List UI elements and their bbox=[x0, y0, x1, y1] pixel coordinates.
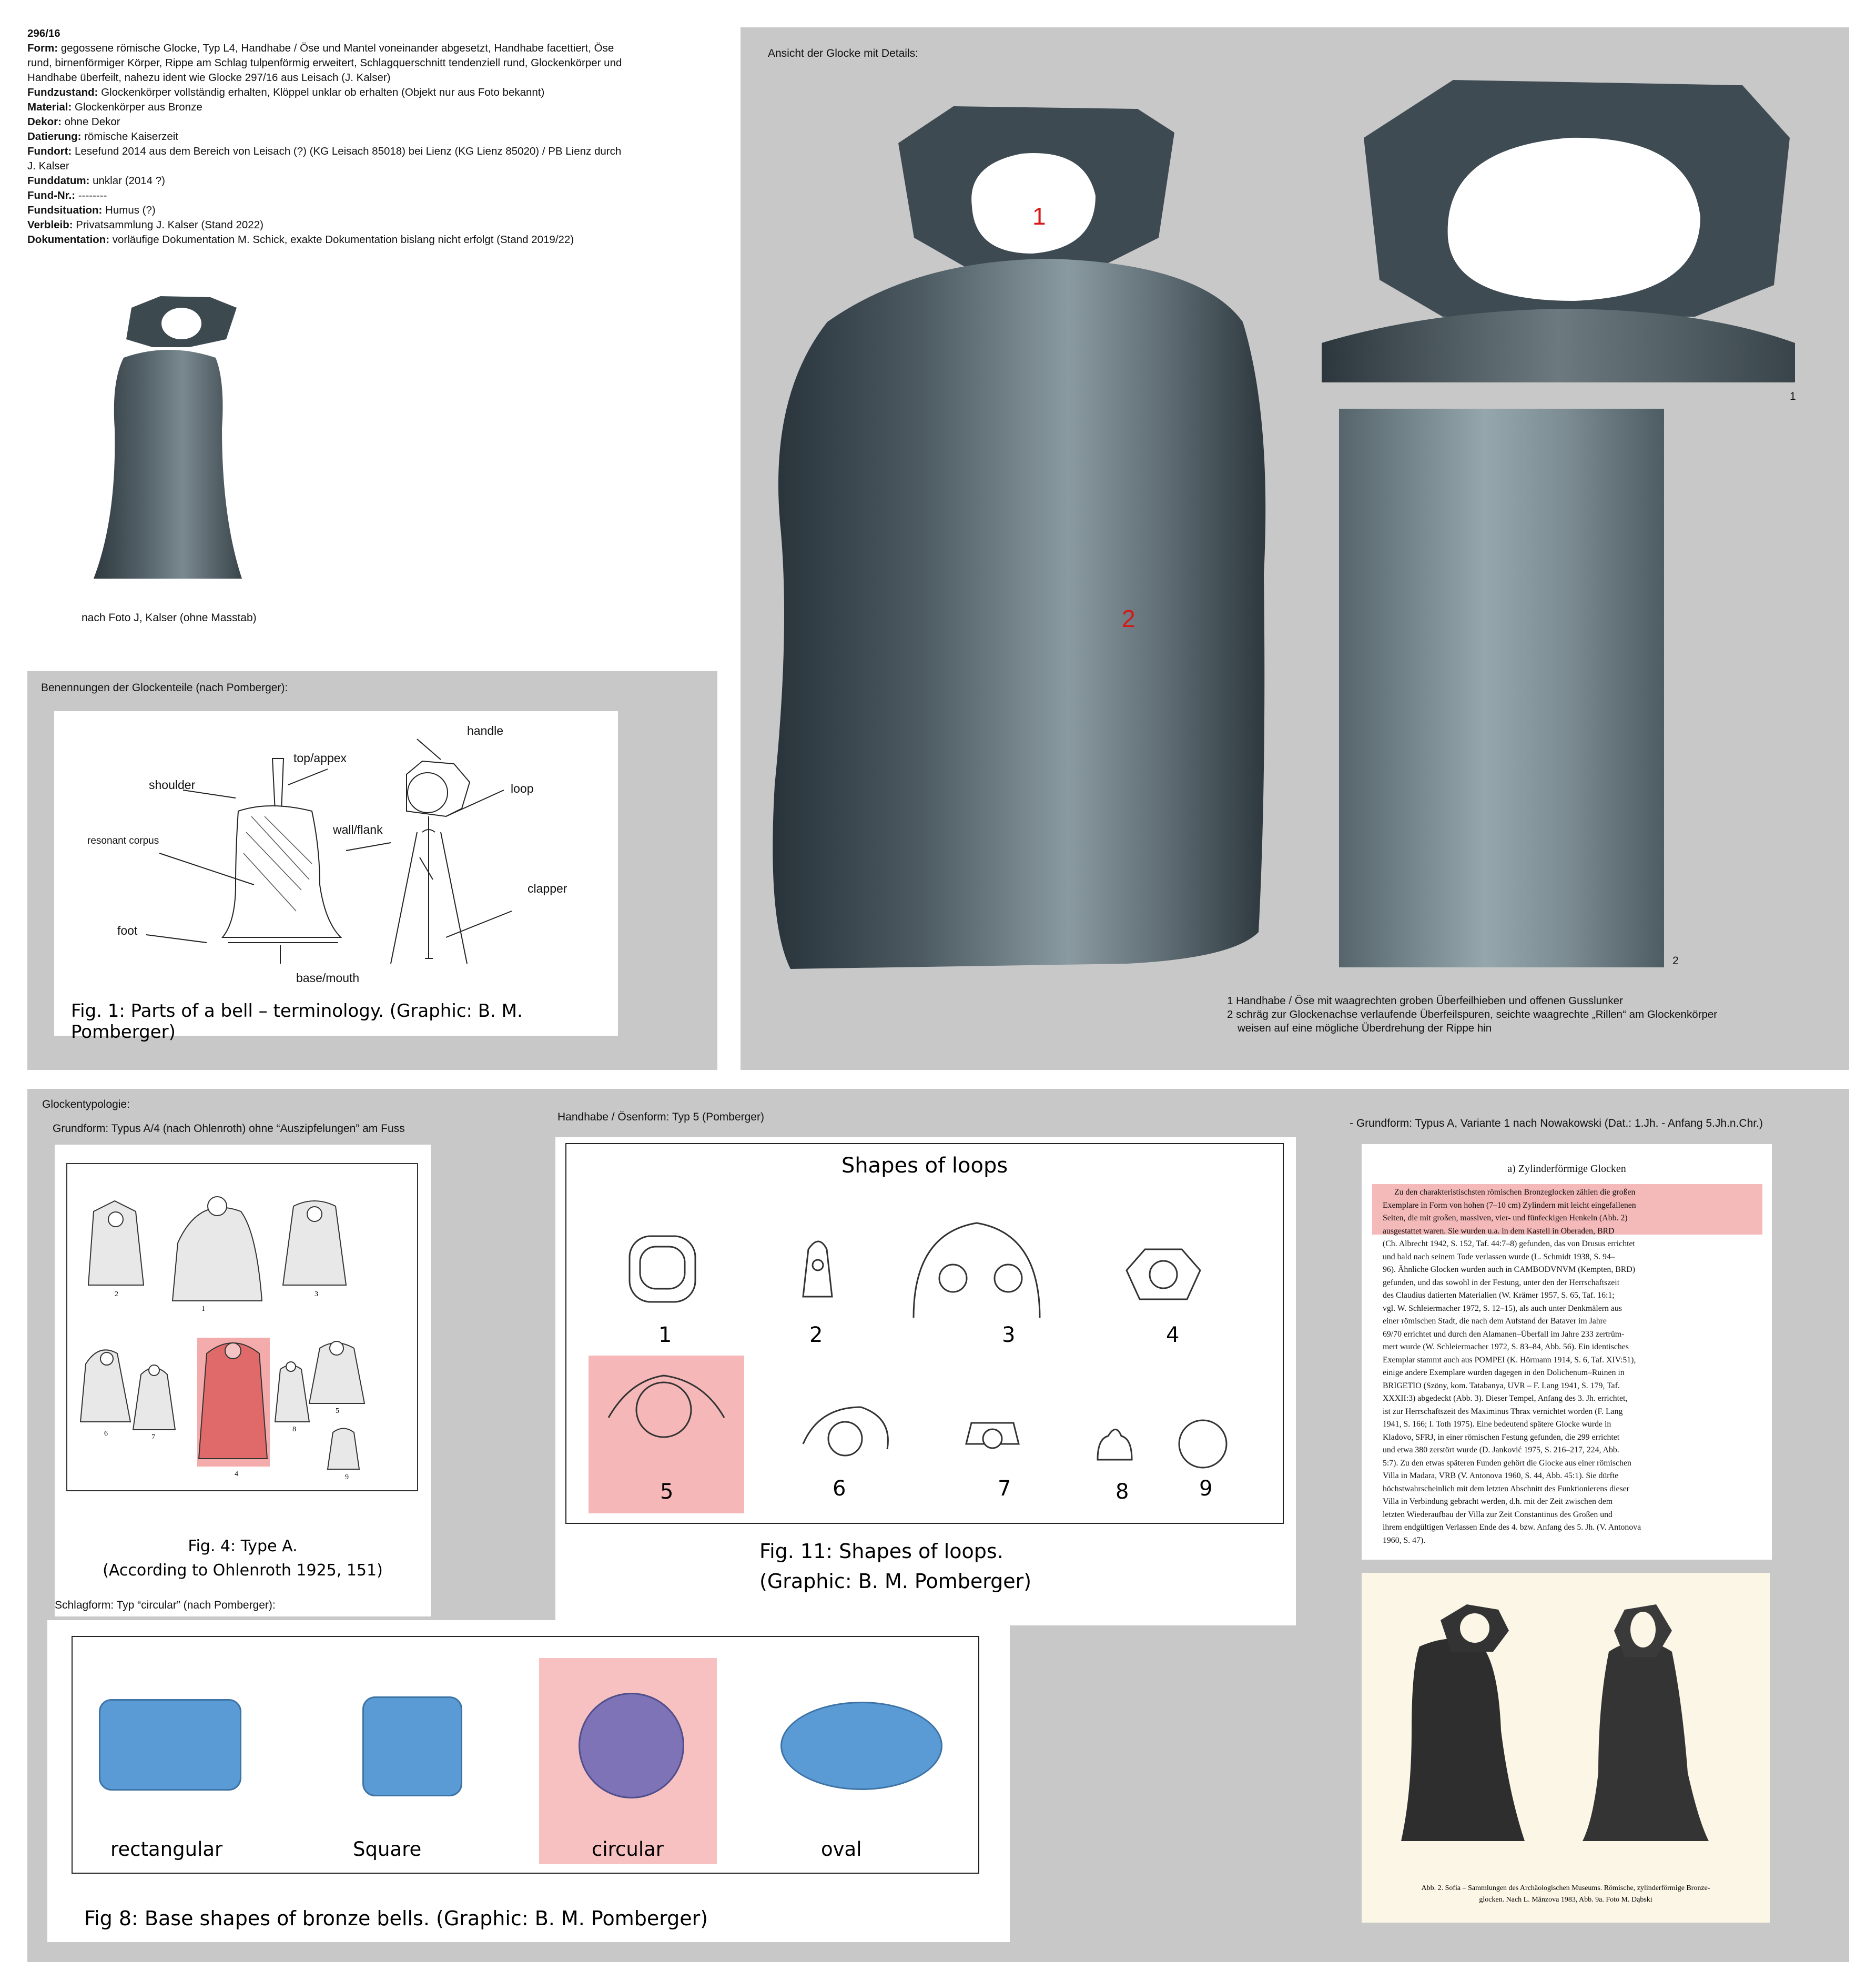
header-field-line bbox=[27, 129, 727, 144]
header-field-value: ohne Dekor bbox=[61, 116, 120, 128]
detail-num-1: 1 bbox=[1790, 390, 1796, 402]
label-handle: handle bbox=[467, 724, 504, 737]
fig4-number: 4 bbox=[235, 1470, 238, 1478]
fig4-caption-2: (According to Ohlenroth 1925, 151) bbox=[103, 1561, 383, 1580]
label-square: Square bbox=[353, 1838, 422, 1861]
fig4-number: 9 bbox=[345, 1473, 349, 1481]
book-line: 69/70 errichtet und durch den Alamanen–Überfall im Jahre 233 zertrüm- bbox=[1383, 1329, 1625, 1339]
book-line: höchstwahrscheinlich mit dem letzten Abschnitt des Funktionierens dieser bbox=[1383, 1484, 1629, 1493]
book-line: ist zur Herrschaftszeit des Maximinus Thrax vernichtet worden (F. Lang bbox=[1383, 1407, 1623, 1416]
shape-rectangular bbox=[99, 1699, 241, 1791]
header-field-value: unklar (2014 ?) bbox=[89, 175, 166, 187]
header-field-value: römische Kaiserzeit bbox=[81, 130, 179, 143]
label-circular: circular bbox=[592, 1838, 664, 1861]
header-field-label: Form: bbox=[27, 42, 58, 54]
header-field-line bbox=[27, 100, 727, 115]
header-field-label: Fundsituation: bbox=[27, 204, 103, 216]
loop-number-1: 1 bbox=[658, 1323, 672, 1347]
book-line: gefunden, und das sowohl in der Festung, unter den der Herrschaftszeit bbox=[1383, 1278, 1620, 1287]
header-field-line bbox=[27, 70, 727, 85]
detail-note-1: 1 Handhabe / Öse mit waagrechten groben Überfeilhieben und offenen Gusslunker bbox=[1227, 995, 1623, 1007]
header-field-label: Verbleib: bbox=[27, 219, 73, 231]
book-line: XXXII:3) abgedeckt (Abb. 3). Dieser Tempel, Anfang des 3. Jh. errichtet, bbox=[1383, 1394, 1628, 1403]
header-field-value: Handhabe überfeilt, nahezu ident wie Glocke 297/16 aus Leisach (J. Kalser) bbox=[27, 72, 391, 84]
loop-number-7: 7 bbox=[998, 1477, 1011, 1501]
bell-photo-small bbox=[84, 292, 247, 597]
header-field-line bbox=[27, 174, 727, 188]
loop-number-5: 5 bbox=[660, 1480, 674, 1504]
label-wall: wall/flank bbox=[333, 823, 383, 836]
book-line: 1960, S. 47). bbox=[1383, 1535, 1426, 1545]
loop-number-6: 6 bbox=[833, 1477, 846, 1501]
book-line: 1941, S. 166; I. Toth 1975). Eine bedeutend spätere Glocke wurde in bbox=[1383, 1420, 1611, 1429]
header-field-line bbox=[27, 233, 727, 247]
label-loop: loop bbox=[511, 782, 534, 795]
book-line: 96). Ähnliche Glocken wurden auch in CAMBODVNVM (Kempten, BRD) bbox=[1383, 1265, 1635, 1274]
detail-panel-title: Ansicht der Glocke mit Details: bbox=[768, 47, 918, 59]
fig4-number: 8 bbox=[292, 1426, 296, 1433]
book-line: BRIGETIO (Szöny, kom. Tatabanya, UVR – F. Lang 1941, S. 179, Taf. bbox=[1383, 1381, 1620, 1390]
loop-number-4: 4 bbox=[1166, 1323, 1180, 1347]
header-field-label: Fundort: bbox=[27, 145, 72, 157]
header-field-value: vorläufige Dokumentation M. Schick, exakte Dokumentation bislang nicht erfolgt (Stand 2019/22) bbox=[109, 234, 574, 246]
abb2-caption-1: Abb. 2. Sofia – Sammlungen des Archäologischen Museums. Römische, zylinderförmige Bronze- bbox=[1421, 1884, 1710, 1892]
header-field-value: Humus (?) bbox=[102, 204, 156, 216]
photo-caption: nach Foto J, Kalser (ohne Masstab) bbox=[82, 612, 257, 624]
fig4-number: 6 bbox=[104, 1430, 108, 1438]
fig4-number: 3 bbox=[315, 1290, 318, 1298]
fig4-number: 1 bbox=[201, 1305, 205, 1313]
fig8-caption: Fig 8: Base shapes of bronze bells. (Graphic: B. M. Pomberger) bbox=[84, 1907, 708, 1930]
nowakowski-title: - Grundform: Typus A, Variante 1 nach Nowakowski (Dat.: 1.Jh. - Anfang 5.Jh.n.Chr.) bbox=[1350, 1117, 1763, 1129]
book-line: Kladovo, SFRJ, in einer römischen Festung gefunden, die 299 errichtet bbox=[1383, 1432, 1620, 1442]
fig4-box bbox=[55, 1145, 431, 1616]
sofia-bells-photo bbox=[1362, 1573, 1770, 1867]
fig1-caption: Fig. 1: Parts of a bell – terminology. (Graphic: B. M. Pomberger) bbox=[71, 1000, 523, 1043]
fig11-caption-1: Fig. 11: Shapes of loops. bbox=[759, 1540, 1003, 1563]
header-field-line bbox=[27, 144, 727, 159]
label-top: top/appex bbox=[293, 751, 347, 765]
abb2-caption-2: glocken. Nach L. Mănzova 1983, Abb. 9a. Foto M. Dąbski bbox=[1479, 1896, 1652, 1904]
book-page bbox=[1362, 1144, 1772, 1560]
schlag-title: Schlagform: Typ “circular” (nach Pomberger): bbox=[55, 1599, 276, 1611]
fig4-number: 2 bbox=[115, 1290, 118, 1298]
header-field-label: Fund-Nr.: bbox=[27, 189, 76, 201]
header-field-value: Privatsammlung J. Kalser (Stand 2022) bbox=[73, 219, 263, 231]
book-line: Zu den charakteristischsten römischen Bronzeglocken zählen die großen bbox=[1394, 1188, 1636, 1197]
book-line: Villa in Madara, VRB (V. Antonova 1960, S. 44, Abb. 45:1). Sie dürfte bbox=[1383, 1471, 1619, 1480]
shape-square bbox=[362, 1696, 462, 1796]
fig4-drawing bbox=[66, 1163, 418, 1491]
book-line: einer römischen Stadt, die nach dem Aufstand der Bataver im Jahre bbox=[1383, 1317, 1607, 1326]
header-field-value: rund, birnenförmiger Körper, Rippe am Schlag tulpenförmig erweitert, Schlagquerschnitt tendenziell rund, Glockenkörper und bbox=[27, 57, 622, 69]
oesen-title: Handhabe / Ösenform: Typ 5 (Pomberger) bbox=[557, 1111, 764, 1123]
book-line: 5:7). Zu den etwas späteren Funden gehört die Glocke aus einer römischen bbox=[1383, 1458, 1631, 1468]
loop-number-3: 3 bbox=[1002, 1323, 1016, 1347]
fig8-frame bbox=[72, 1636, 979, 1874]
detail-notes bbox=[1227, 994, 1717, 1035]
fig11-frame bbox=[565, 1143, 1284, 1524]
marker-1: 1 bbox=[1032, 203, 1046, 230]
header-fields bbox=[27, 41, 727, 247]
detail-panel bbox=[741, 27, 1849, 1070]
fig8-box bbox=[47, 1620, 1010, 1942]
book-line: einige andere Exemplare wurden dagegen in den Dolichenum–Ruinen in bbox=[1383, 1368, 1625, 1377]
book-line: ausgestattet waren. Sie wurden u.a. in dem Kastell in Oberaden, BRD bbox=[1383, 1226, 1615, 1236]
label-corpus: resonant corpus bbox=[87, 835, 159, 846]
header-field-value: Glockenkörper vollständig erhalten, Klöppel unklar ob erhalten (Objekt nur aus Foto bekannt) bbox=[98, 86, 545, 98]
detail-note-3: weisen auf eine mögliche Überdrehung der Rippe hin bbox=[1238, 1022, 1492, 1034]
book-line: und etwa 380 zerstört wurde (D. Janković 1975, S. 216–217, 224, Abb. bbox=[1383, 1446, 1619, 1454]
label-shoulder: shoulder bbox=[149, 778, 196, 792]
header-field-line bbox=[27, 203, 727, 218]
book-heading: a) Zylinderförmige Glocken bbox=[1507, 1163, 1626, 1175]
shape-circular bbox=[579, 1693, 684, 1798]
label-clapper: clapper bbox=[528, 882, 567, 895]
loop-number-8: 8 bbox=[1116, 1480, 1129, 1504]
header-field-value: gegossene römische Glocke, Typ L4, Handhabe / Öse und Mantel voneinander abgesetzt, Handhabe facettiert, Öse bbox=[58, 42, 614, 54]
header-field-value: Glockenkörper aus Bronze bbox=[72, 101, 202, 113]
header-field-line bbox=[27, 188, 727, 203]
bell-parts-drawing bbox=[54, 711, 618, 1036]
book-line: vgl. W. Schleiermacher 1972, S. 12–15), als auch unter Denkmälern aus bbox=[1383, 1303, 1622, 1313]
fig4-number: 7 bbox=[151, 1433, 155, 1441]
header-field-value: Lesefund 2014 aus dem Bereich von Leisach (?) (KG Leisach 85018) bei Lienz (KG Lienz 85020) / PB Lienz durch bbox=[72, 145, 622, 157]
typology-title: Glockentypologie: bbox=[42, 1098, 130, 1110]
parts-panel bbox=[27, 671, 717, 1070]
header-block bbox=[27, 26, 727, 247]
header-field-line bbox=[27, 218, 727, 233]
header-field-line bbox=[27, 56, 727, 70]
detail-note-2: 2 schräg zur Glockenachse verlaufende Überfeilspuren, seichte waagrechte „Rillen“ am Glockenkörper bbox=[1227, 1008, 1718, 1020]
label-oval: oval bbox=[821, 1838, 862, 1861]
label-foot: foot bbox=[117, 924, 138, 937]
header-field-label: Material: bbox=[27, 101, 72, 113]
detail-num-2: 2 bbox=[1672, 955, 1679, 967]
detail-surface-photo bbox=[1339, 409, 1664, 967]
header-field-line bbox=[27, 41, 727, 56]
fig4-caption-1: Fig. 4: Type A. bbox=[188, 1537, 298, 1555]
header-field-label: Datierung: bbox=[27, 130, 82, 143]
marker-2: 2 bbox=[1122, 605, 1135, 632]
header-field-value: J. Kalser bbox=[27, 160, 69, 172]
book-line: Villa in Verbindung gebracht werden, d.h. mit der Zeit zwischen dem bbox=[1383, 1497, 1613, 1506]
typology-panel bbox=[27, 1089, 1849, 1962]
grundform-title: Grundform: Typus A/4 (nach Ohlenroth) ohne “Auszipfelungen” am Fuss bbox=[53, 1123, 405, 1135]
book-line: Seiten, die mit großen, massiven, vier- und fünfeckigen Henkeln (Abb. 2) bbox=[1383, 1214, 1628, 1222]
book-line: mert wurde (W. Schleiermacher 1972, S. 83–84, Abb. 56). Ein identisches bbox=[1383, 1342, 1629, 1351]
book-line: des Claudius datierten Materialien (W. Krämer 1957, S. 65, Taf. 16:1; bbox=[1383, 1291, 1615, 1300]
book-text bbox=[1383, 1186, 1761, 1547]
parts-figure bbox=[54, 711, 618, 1043]
book-line: Exemplar stammt auch aus POMPEI (K. Hörmann 1914, S. 6, Taf. XIV:51), bbox=[1383, 1355, 1636, 1365]
header-field-line bbox=[27, 159, 727, 174]
header-field-value: -------- bbox=[75, 189, 107, 201]
book-line: Exemplare in Form von hohen (7–10 cm) Zylindern mit leicht eingefallenen bbox=[1383, 1200, 1636, 1210]
book-line: und bald nach seinem Tode verlassen wurde (L. Schmidt 1938, S. 94– bbox=[1383, 1252, 1615, 1261]
shape-oval bbox=[780, 1702, 942, 1790]
catalog-id: 296/16 bbox=[27, 27, 60, 39]
header-field-label: Funddatum: bbox=[27, 175, 90, 187]
label-base: base/mouth bbox=[296, 971, 360, 985]
book-line: ihrem endgültigen Verlassen Ende des 4. bzw. Anfang des 5. Jh. (V. Antonova bbox=[1383, 1523, 1641, 1532]
bell-photo-large bbox=[759, 101, 1269, 979]
header-field-label: Fundzustand: bbox=[27, 86, 98, 98]
loop-number-9: 9 bbox=[1199, 1477, 1213, 1501]
fig11-caption-2: (Graphic: B. M. Pomberger) bbox=[759, 1570, 1032, 1593]
loop-number-2: 2 bbox=[809, 1323, 823, 1347]
fig11-box bbox=[555, 1137, 1296, 1625]
header-field-line bbox=[27, 115, 727, 129]
label-rectangular: rectangular bbox=[110, 1838, 223, 1861]
header-field-line bbox=[27, 85, 727, 100]
book-line: letzten Wiederaufbau der Villa zur Zeit Constantinus des Großen und bbox=[1383, 1510, 1613, 1519]
detail-handle-photo bbox=[1322, 69, 1795, 382]
header-field-label: Dokumentation: bbox=[27, 234, 110, 246]
loops-heading: Shapes of loops bbox=[841, 1154, 1008, 1178]
parts-panel-title: Benennungen der Glockenteile (nach Pomberger): bbox=[41, 682, 288, 694]
sofia-photo-page bbox=[1362, 1573, 1770, 1923]
header-field-label: Dekor: bbox=[27, 116, 62, 128]
fig4-number: 5 bbox=[336, 1407, 339, 1415]
book-line: (Ch. Albrecht 1942, S. 152, Taf. 44:7–8) gefunden, das von Drusus errichtet bbox=[1383, 1239, 1635, 1248]
